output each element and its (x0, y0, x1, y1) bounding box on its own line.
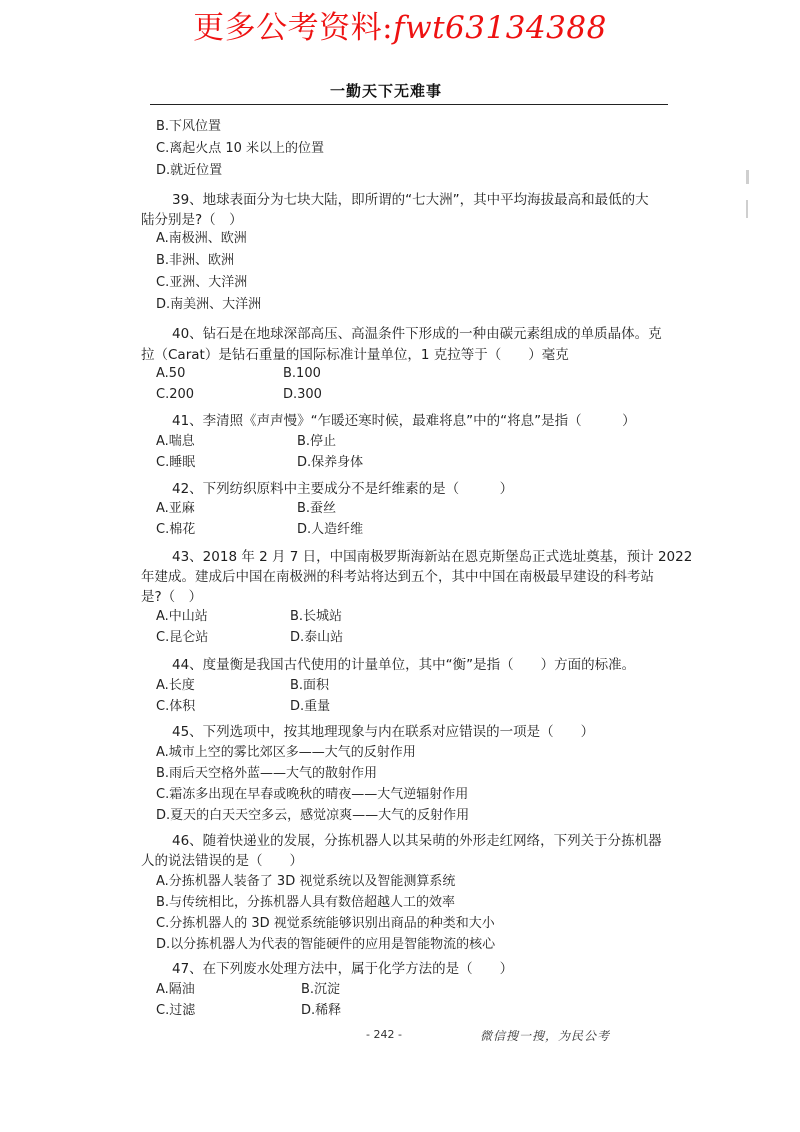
q43-stem-line-2: 年建成。建成后中国在南极洲的科考站将达到五个，其中中国在南极最早建设的科考站 (141, 569, 654, 585)
q45-option-a: A.城市上空的雾比郊区多——大气的反射作用 (156, 745, 416, 760)
q43-option-a: A.中山站 (156, 609, 208, 624)
q39-option-c: C.亚洲、大洋洲 (156, 275, 248, 290)
page-header-title: 一勤天下无难事 (330, 82, 443, 100)
q39-option-a: A.南极洲、欧洲 (156, 231, 247, 246)
q44-option-d: D.重量 (290, 699, 331, 714)
q41-option-d: D.保养身体 (297, 455, 364, 470)
q44-option-c: C.体积 (156, 699, 196, 714)
q39-option-d: D.南美洲、大洋洲 (156, 297, 262, 312)
q47-stem-line-1: 47、在下列废水处理方法中，属于化学方法的是（ ） (172, 961, 514, 977)
watermark-latin: fwt63134388 (393, 10, 607, 46)
prev-option-b: B.下风位置 (156, 119, 222, 134)
q40-option-c: C.200 (156, 387, 195, 402)
q42-option-c: C.棉花 (156, 522, 196, 537)
q39-stem-line-2: 陆分别是?（ ） (141, 212, 243, 228)
prev-option-c: C.离起火点 10 米以上的位置 (156, 141, 325, 156)
q44-option-b: B.面积 (290, 678, 330, 693)
q42-option-a: A.亚麻 (156, 501, 195, 516)
q39-option-b: B.非洲、欧洲 (156, 253, 235, 268)
q41-option-b: B.停止 (297, 434, 337, 449)
q44-stem-line-1: 44、度量衡是我国古代使用的计量单位，其中“衡”是指（ ）方面的标准。 (172, 657, 636, 673)
q43-option-d: D.泰山站 (290, 630, 344, 645)
q45-option-d: D.夏天的白天天空多云，感觉凉爽——大气的反射作用 (156, 808, 470, 823)
q46-option-d: D.以分拣机器人为代表的智能硬件的应用是智能物流的核心 (156, 937, 496, 952)
q42-stem-line-1: 42、下列纺织原料中主要成分不是纤维素的是（ ） (172, 481, 514, 497)
q40-option-d: D.300 (283, 387, 322, 402)
q42-option-d: D.人造纤维 (297, 522, 364, 537)
q45-option-b: B.雨后天空格外蓝——大气的散射作用 (156, 766, 378, 781)
q45-stem-line-1: 45、下列选项中，按其地理现象与内在联系对应错误的一项是（ ） (172, 724, 595, 740)
q43-stem-line-1: 43、2018 年 2 月 7 日，中国南极罗斯海新站在恩克斯堡岛正式选址奠基，预计 2022 (172, 549, 693, 565)
q40-option-a: A.50 (156, 366, 186, 381)
watermark-cjk: 更多公考资料: (193, 10, 394, 46)
q43-option-c: C.昆仑站 (156, 630, 209, 645)
q46-stem-line-2: 人的说法错误的是（ ） (141, 853, 303, 869)
q41-option-c: C.睡眠 (156, 455, 196, 470)
q41-option-a: A.喘息 (156, 434, 195, 449)
q43-option-b: B.长城站 (290, 609, 343, 624)
q45-option-c: C.霜冻多出现在早春或晚秋的晴夜——大气逆辐射作用 (156, 787, 469, 802)
footer-slogan: 微信搜一搜，为民公考 (480, 1029, 611, 1043)
q46-option-c: C.分拣机器人的 3D 视觉系统能够识别出商品的种类和大小 (156, 916, 495, 931)
q43-stem-line-3: 是?（ ） (141, 589, 203, 605)
q47-option-a: A.隔油 (156, 982, 195, 997)
q41-stem-line-1: 41、李清照《声声慢》“乍暖还寒时候，最难将息”中的“将息”是指（ ） (172, 413, 636, 429)
q47-option-c: C.过滤 (156, 1003, 196, 1018)
q42-option-b: B.蚕丝 (297, 501, 337, 516)
header-divider (150, 104, 668, 105)
page-number: - 242 - (366, 1028, 402, 1041)
q39-stem-line-1: 39、地球表面分为七块大陆，即所谓的“七大洲”，其中平均海拔最高和最低的大 (172, 192, 649, 208)
watermark-banner (0, 2, 800, 47)
q46-option-b: B.与传统相比，分拣机器人具有数倍超越人工的效率 (156, 895, 456, 910)
prev-option-d: D.就近位置 (156, 163, 223, 178)
scan-mark (746, 200, 748, 218)
q47-option-b: B.沉淀 (301, 982, 341, 997)
q46-stem-line-1: 46、随着快递业的发展，分拣机器人以其呆萌的外形走红网络，下列关于分拣机器 (172, 833, 662, 849)
q47-option-d: D.稀释 (301, 1003, 342, 1018)
q40-stem-line-2: 拉（Carat）是钻石重量的国际标准计量单位，1 克拉等于（ ）毫克 (141, 347, 569, 363)
q40-option-b: B.100 (283, 366, 321, 381)
q46-option-a: A.分拣机器人装备了 3D 视觉系统以及智能测算系统 (156, 874, 456, 889)
q44-option-a: A.长度 (156, 678, 195, 693)
q40-stem-line-1: 40、钻石是在地球深部高压、高温条件下形成的一种由碳元素组成的单质晶体。克 (172, 326, 662, 342)
scan-mark (746, 170, 749, 184)
